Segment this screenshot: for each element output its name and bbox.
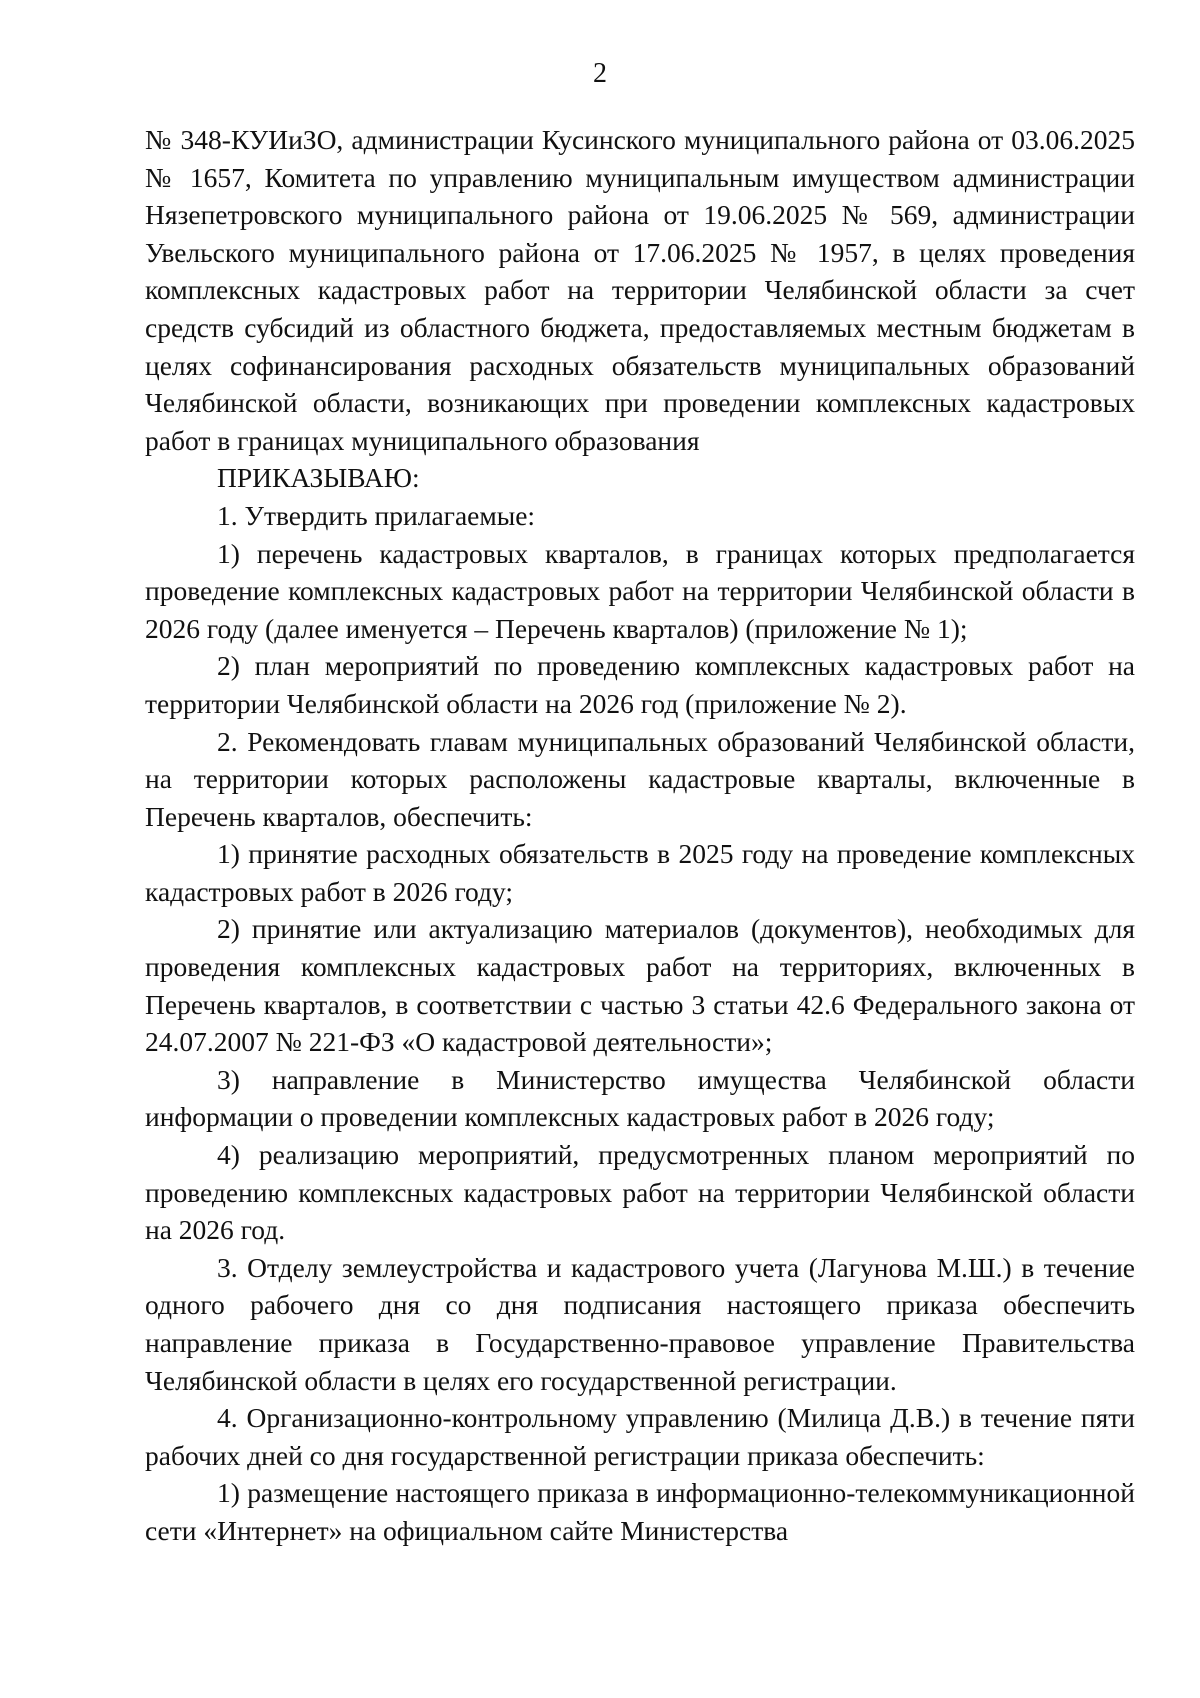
clause-2-item-2: 2) принятие или актуализацию материалов (документов), необходимых для проведения комплексных кадастровых работ на территориях, включенных в Перечень кварталов, в соответствии с частью 3 статьи 42.6 Федерального закона от 24.07.2007 № 221-ФЗ «О кадастровой деятельности»; xyxy=(145,913,1135,1058)
clause-2-item-3: 3) направление в Министерство имущества Челябинской области информации о проведении комплексных кадастровых работ в 2026 году; xyxy=(145,1063,1135,1133)
document-body xyxy=(145,121,1135,1550)
clause-1: 1. Утвердить прилагаемые: xyxy=(217,499,536,531)
clause-1-item-2: 2) план мероприятий по проведению комплексных кадастровых работ на территории Челябинской области на 2026 год (приложение № 2). xyxy=(145,650,1135,719)
order-heading: ПРИКАЗЫВАЮ: xyxy=(217,462,420,494)
clause-2-item-1: 1) принятие расходных обязательств в 2025 году на проведение комплексных кадастровых работ в 2026 году; xyxy=(145,838,1135,907)
page-number: 2 xyxy=(593,58,607,89)
paragraph-preamble-continuation: № 348-КУИиЗО, администрации Кусинского муниципального района от 03.06.2025 № 1657, Комитета по управлению муниципальным имуществом администрации Нязепетровского муниципального района от 19.06.2025 № 569, администрации Увельского муниципального района от 17.06.2025 № 1957, в целях проведения комплексных кадастровых работ на территории Челябинской области за счет средств субсидий из областного бюджета, предоставляемых местным бюджетам в целях софинансирования расходных обязательств муниципальных образований Челябинской области, возникающих при проведении комплексных кадастровых работ в границах муниципального образования xyxy=(145,124,1135,456)
clause-4-item-1: 1) размещение настоящего приказа в информационно-телекоммуникационной сети «Интернет» на официальном сайте Министерства xyxy=(145,1477,1135,1546)
clause-4: 4. Организационно-контрольному управлению (Милица Д.В.) в течение пяти рабочих дней со дня государственной регистрации приказа обеспечить: xyxy=(145,1402,1135,1471)
clause-2-item-4: 4) реализацию мероприятий, предусмотренных планом мероприятий по проведению комплексных кадастровых работ на территории Челябинской области на 2026 год. xyxy=(145,1139,1135,1246)
clause-3: 3. Отделу землеустройства и кадастрового учета (Лагунова М.Ш.) в течение одного рабочего дня со дня подписания настоящего приказа обеспечить направление приказа в Государственно-правовое управление Правительства Челябинской области в целях его государственной регистрации. xyxy=(145,1251,1135,1396)
clause-1-item-1: 1) перечень кадастровых кварталов, в границах которых предполагается проведение комплексных кадастровых работ на территории Челябинской области в 2026 году (далее именуется – Перечень кварталов) (приложение № 1); xyxy=(145,537,1135,644)
clause-2: 2. Рекомендовать главам муниципальных образований Челябинской области, на территории которых расположены кадастровые кварталы, включенные в Перечень кварталов, обеспечить: xyxy=(145,725,1135,832)
